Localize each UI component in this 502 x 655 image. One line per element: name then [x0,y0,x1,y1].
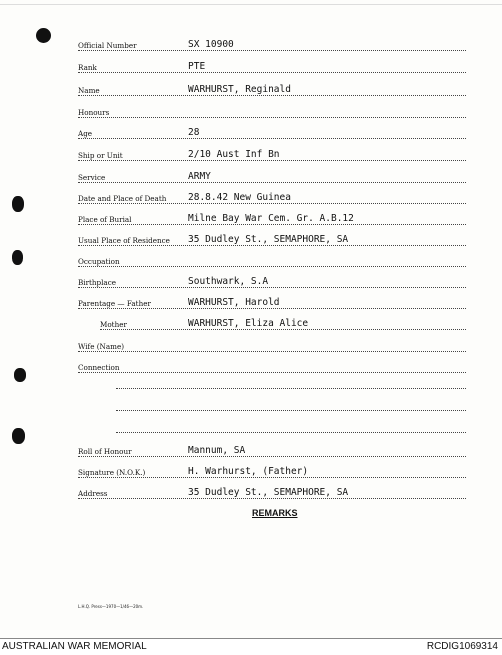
field-value: H. Warhurst, (Father) [188,466,309,477]
field-label: Rank [78,63,97,72]
field-label: Honours [78,108,110,117]
field-value: Milne Bay War Cem. Gr. A.B.12 [188,213,354,224]
dotted-line [78,72,466,73]
field-official-number [78,37,466,51]
field-label: Roll of Honour [78,447,132,456]
field-label: Parentage — Father [78,299,151,308]
dotted-line [78,245,466,246]
field-age [78,125,466,139]
dotted-line [78,498,466,499]
field-connection [78,359,466,373]
field-value: PTE [188,61,206,72]
field-label: Service [78,173,106,182]
dotted-line [78,477,466,478]
field-value: WARHURST, Eliza Alice [188,318,309,329]
field-rank [78,59,466,73]
dotted-line [100,329,466,330]
dotted-line [78,456,466,457]
field-honours [78,104,466,118]
field-label: Age [78,129,93,138]
field-label: Address [78,489,108,498]
field-label: Connection [78,363,120,372]
blank-line [116,410,466,411]
punch-hole [14,368,26,382]
field-label: Place of Burial [78,215,132,224]
field-usual-residence [78,232,466,246]
dotted-line [78,224,466,225]
dotted-line [78,287,466,288]
remarks-heading: REMARKS [252,508,298,518]
dotted-line [78,138,466,139]
field-label: Date and Place of Death [78,194,167,203]
field-occupation [78,253,466,267]
punch-hole [12,428,25,444]
footer-record-id: RCDIG1069314 [426,641,498,652]
dotted-line [78,266,466,267]
field-label: Wife (Name) [78,342,125,351]
printer-note: L.H.Q. Press—1970—1/46—20m. [78,604,144,609]
field-parentage-mother [100,316,466,330]
field-label: Ship or Unit [78,151,123,160]
blank-line [116,388,466,389]
field-value: Mannum, SA [188,445,246,456]
dotted-line [78,50,466,51]
dotted-line [78,203,466,204]
field-wife-name [78,338,466,352]
dotted-line [78,95,466,96]
field-signature-nok [78,464,466,478]
punch-hole [12,196,24,212]
field-value: 28.8.42 New Guinea [188,192,291,203]
field-parentage-father [78,295,466,309]
field-value: Southwark, S.A [188,276,269,287]
field-birthplace [78,274,466,288]
field-ship-or-unit [78,147,466,161]
field-label: Birthplace [78,278,116,287]
field-place-of-burial [78,211,466,225]
field-label: Mother [100,320,127,329]
dotted-line [78,182,466,183]
dotted-line [78,372,466,373]
page-top-edge [0,4,502,5]
dotted-line [78,351,466,352]
field-value: WARHURST, Harold [188,297,280,308]
field-address [78,485,466,499]
field-label: Official Number [78,41,137,50]
field-value: 35 Dudley St., SEMAPHORE, SA [188,487,349,498]
field-name [78,82,466,96]
blank-line [116,432,466,433]
footer-bar [0,638,502,655]
field-value: 2/10 Aust Inf Bn [188,149,280,160]
footer-source: AUSTRALIAN WAR MEMORIAL [2,641,147,652]
field-value: 35 Dudley St., SEMAPHORE, SA [188,234,349,245]
field-label: Signature (N.O.K.) [78,468,146,477]
field-value: ARMY [188,171,211,182]
field-value: SX 10900 [188,39,234,50]
field-value: WARHURST, Reginald [188,84,291,95]
field-label: Name [78,86,100,95]
field-label: Occupation [78,257,120,266]
punch-hole [36,28,51,43]
field-value: 28 [188,127,200,138]
field-date-place-of-death [78,190,466,204]
field-service [78,169,466,183]
field-roll-of-honour [78,443,466,457]
dotted-line [78,160,466,161]
dotted-line [78,117,466,118]
field-label: Usual Place of Residence [78,236,170,245]
dotted-line [78,308,466,309]
punch-hole [12,250,23,265]
